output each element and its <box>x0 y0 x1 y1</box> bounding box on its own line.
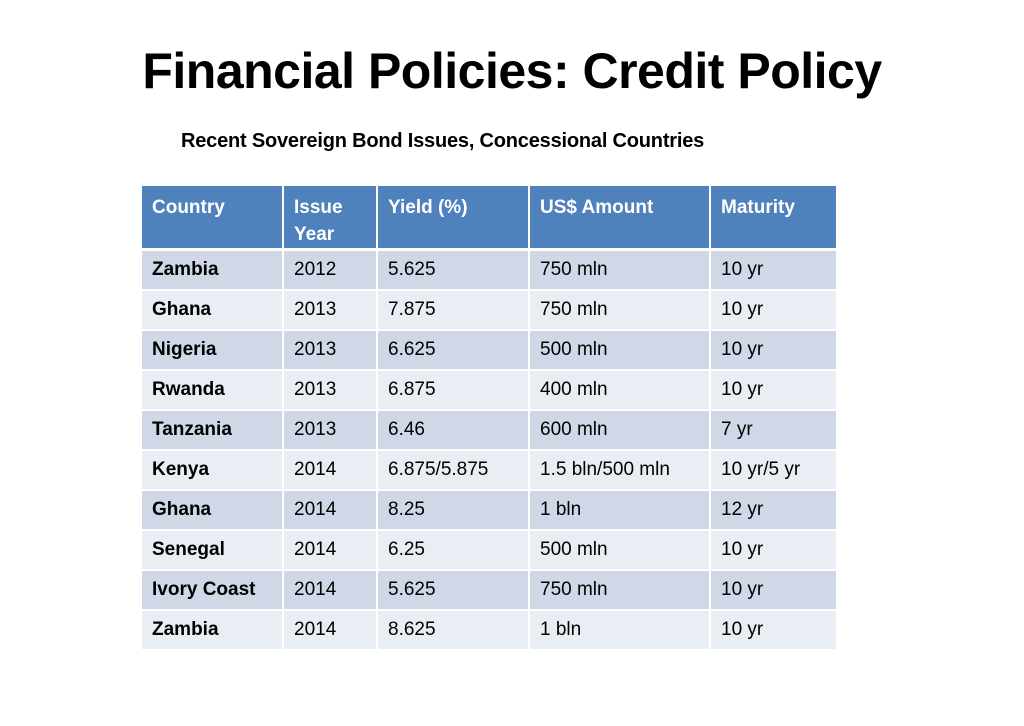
cell-country: Zambia <box>142 250 283 290</box>
cell-yield: 7.875 <box>377 290 529 330</box>
table-row <box>142 290 836 330</box>
table-row <box>142 410 836 450</box>
cell-amount: 1 bln <box>529 490 710 530</box>
cell-country: Zambia <box>142 610 283 650</box>
cell-issue-year: 2012 <box>283 250 377 290</box>
cell-country: Nigeria <box>142 330 283 370</box>
cell-maturity: 10 yr/5 yr <box>710 450 836 490</box>
cell-amount: 1.5 bln/500 mln <box>529 450 710 490</box>
cell-maturity: 12 yr <box>710 490 836 530</box>
header-amount: US$ Amount <box>529 186 710 250</box>
cell-amount: 500 mln <box>529 530 710 570</box>
cell-country: Ghana <box>142 490 283 530</box>
cell-maturity: 10 yr <box>710 570 836 610</box>
cell-issue-year: 2013 <box>283 330 377 370</box>
cell-amount: 600 mln <box>529 410 710 450</box>
table-caption: Recent Sovereign Bond Issues, Concessional Countries <box>181 130 705 152</box>
header-issue-year: Issue Year <box>283 186 377 250</box>
header-yield: Yield (%) <box>377 186 529 250</box>
cell-country: Ivory Coast <box>142 570 283 610</box>
table-header-row <box>142 186 836 250</box>
cell-issue-year: 2014 <box>283 610 377 650</box>
cell-country: Senegal <box>142 530 283 570</box>
cell-issue-year: 2014 <box>283 570 377 610</box>
cell-amount: 400 mln <box>529 370 710 410</box>
cell-maturity: 10 yr <box>710 530 836 570</box>
cell-issue-year: 2014 <box>283 490 377 530</box>
cell-yield: 5.625 <box>377 250 529 290</box>
cell-yield: 8.625 <box>377 610 529 650</box>
cell-yield: 6.625 <box>377 330 529 370</box>
cell-maturity: 10 yr <box>710 330 836 370</box>
cell-yield: 5.625 <box>377 570 529 610</box>
bond-issues-table <box>142 186 836 651</box>
table-row <box>142 370 836 410</box>
cell-maturity: 7 yr <box>710 410 836 450</box>
cell-amount: 500 mln <box>529 330 710 370</box>
cell-maturity: 10 yr <box>710 610 836 650</box>
cell-yield: 6.875 <box>377 370 529 410</box>
table-row <box>142 330 836 370</box>
cell-maturity: 10 yr <box>710 290 836 330</box>
cell-maturity: 10 yr <box>710 250 836 290</box>
table-row <box>142 450 836 490</box>
cell-country: Ghana <box>142 290 283 330</box>
cell-yield: 6.875/5.875 <box>377 450 529 490</box>
table-row <box>142 490 836 530</box>
slide-title: Financial Policies: Credit Policy <box>142 43 882 99</box>
cell-amount: 1 bln <box>529 610 710 650</box>
table-row <box>142 250 836 290</box>
header-maturity: Maturity <box>710 186 836 250</box>
cell-yield: 6.46 <box>377 410 529 450</box>
table-row <box>142 570 836 610</box>
header-country: Country <box>142 186 283 250</box>
cell-amount: 750 mln <box>529 570 710 610</box>
cell-issue-year: 2013 <box>283 410 377 450</box>
cell-amount: 750 mln <box>529 290 710 330</box>
cell-issue-year: 2013 <box>283 290 377 330</box>
cell-country: Tanzania <box>142 410 283 450</box>
cell-country: Rwanda <box>142 370 283 410</box>
table-row <box>142 610 836 650</box>
cell-maturity: 10 yr <box>710 370 836 410</box>
cell-yield: 6.25 <box>377 530 529 570</box>
cell-issue-year: 2014 <box>283 530 377 570</box>
cell-issue-year: 2013 <box>283 370 377 410</box>
cell-amount: 750 mln <box>529 250 710 290</box>
cell-yield: 8.25 <box>377 490 529 530</box>
cell-country: Kenya <box>142 450 283 490</box>
cell-issue-year: 2014 <box>283 450 377 490</box>
table-row <box>142 530 836 570</box>
